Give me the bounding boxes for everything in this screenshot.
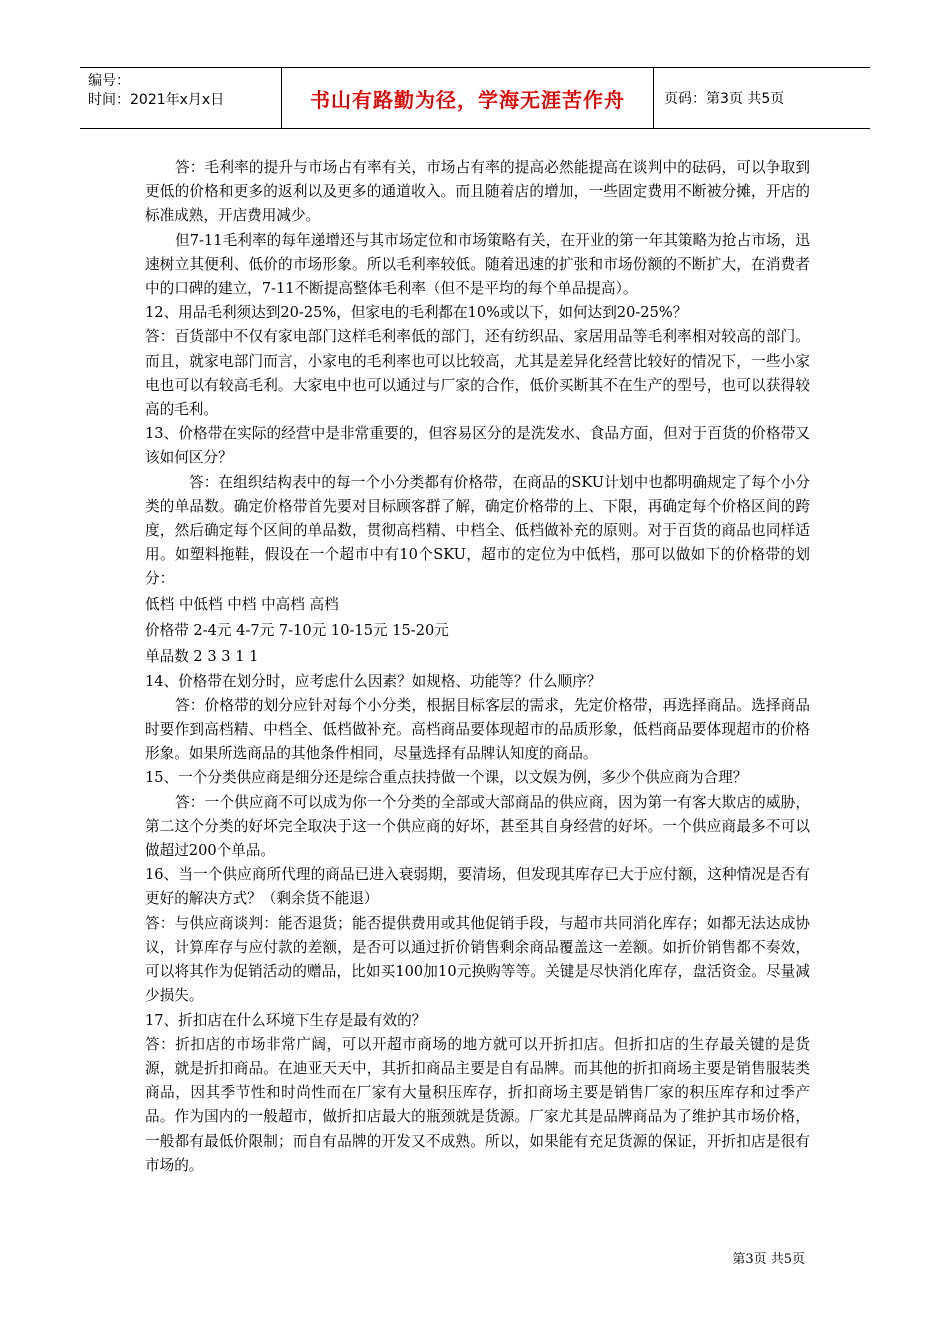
document-body [145, 156, 810, 1178]
paragraph: 答：折扣店的市场非常广阔，可以开超市商场的地方就可以开折扣店。但折扣店的生存最关键的是货源，就是折扣商品。在迪亚天天中，其折扣商品主要是自有品牌。而其他的折扣商场主要是销售服装类商品，因其季节性和时尚性而在厂家有大量积压库存，折扣商场主要是销售厂家的积压库存和过季产品。作为国内的一般超市，做折扣店最大的瓶颈就是货源。厂家尤其是品牌商品为了维护其市场价格，一般都有最低价限制；而自有品牌的开发又不成熟。所以，如果能有充足货源的保证，开折扣店是很有市场的。 [145, 1035, 810, 1174]
paragraph: 12、用品毛利须达到20-25%，但家电的毛利都在10%或以下，如何达到20-25%？ [145, 304, 688, 322]
paragraph: 低档 中低档 中档 中高档 高档 [145, 595, 339, 613]
header-motto: 书山有路勤为径，学海无涯苦作舟 [282, 68, 654, 128]
page-header [80, 67, 870, 129]
serial-label: 编号： [88, 73, 130, 89]
paragraph: 15、一个分类供应商是细分还是综合重点扶持做一个课，以文娱为例，多少个供应商为合理？ [145, 769, 748, 787]
paragraph: 答：毛利率的提升与市场占有率有关，市场占有率的提高必然能提高在谈判中的砝码，可以争取到更低的价格和更多的返利以及更多的通道收入。而且随着店的增加，一些固定费用不断被分摊，开店的标准成熟，开店费用减少。 [145, 159, 810, 225]
paragraph: 17、折扣店在什么环境下生存是最有效的？ [145, 1011, 427, 1029]
paragraph: 答：在组织结构表中的每一个小分类都有价格带，在商品的SKU计划中也都明确规定了每个小分类的单品数。确定价格带首先要对目标顾客群了解，确定价格带的上、下限，再确定每个价格区间的跨度，然后确定每个区间的单品数，贯彻高档精、中档全、低档做补充的原则。对于百货的商品也同样适用。如塑料拖鞋，假设在一个超市中有10个SKU，超市的定位为中低档，那可以做如下的价格带的划分： [145, 473, 810, 588]
paragraph: 14、价格带在划分时，应考虑什么因素？如规格、功能等？什么顺序？ [145, 672, 602, 690]
paragraph: 答：与供应商谈判：能否退货；能否提供费用或其他促销手段，与超市共同消化库存；如都无法达成协议，计算库存与应付款的差额，是否可以通过折价销售剩余商品覆盖这一差额。如折价销售都不奏效，可以将其作为促销活动的赠品，比如买100加10元换购等等。关键是尽快消化库存，盘活资金。尽量减少损失。 [145, 914, 810, 1005]
paragraph: 答：价格带的划分应针对每个小分类，根据目标客层的需求，先定价格带，再选择商品。选择商品时要作到高档精、中档全、低档做补充。高档商品要体现超市的品质形象，低档商品要体现超市的价格形象。如果所选商品的其他条件相同，尽量选择有品牌认知度的商品。 [145, 696, 810, 763]
header-info [80, 68, 282, 128]
paragraph: 单品数 2 3 3 1 1 [145, 647, 259, 665]
paragraph: 16、当一个供应商所代理的商品已进入衰弱期，要清场，但发现其库存已大于应付额，这种情况是否有更好的解决方式？（剩余货不能退） [145, 866, 810, 908]
footer-page-number: 第3页 共5页 [732, 1252, 805, 1267]
paragraph: 答：一个供应商不可以成为你一个分类的全部或大部商品的供应商，因为第一有客大欺店的威胁，第二这个分类的好坏完全取决于这一个供应商的好坏，甚至其自身经营的好坏。一个供应商最多不可以做超过200个单品。 [145, 793, 810, 860]
paragraph: 价格带 2-4元 4-7元 7-10元 10-15元 15-20元 [145, 621, 449, 639]
header-page-label: 页码：第3页 共5页 [664, 91, 785, 107]
paragraph: 13、价格带在实际的经营中是非常重要的，但容易区分的是洗发水、食品方面，但对于百货的价格带又该如何区分？ [145, 425, 810, 467]
paragraph: 答：百货部中不仅有家电部门这样毛利率低的部门，还有纺织品、家居用品等毛利率相对较高的部门。而且，就家电部门而言，小家电的毛利率也可以比较高，尤其是差异化经营比较好的情况下，一些小家电也可以有较高毛利。大家电中也可以通过与厂家的合作，低价买断其不在生产的型号，也可以获得较高的毛利。 [145, 328, 810, 419]
date-line: 时间：2021年x月x日 [88, 92, 225, 108]
paragraph: 但7-11毛利率的每年递增还与其市场定位和市场策略有关，在开业的第一年其策略为抢占市场，迅速树立其便利、低价的市场形象。所以毛利率较低。随着迅速的扩张和市场份额的不断扩大，在消费者中的口碑的建立，7-11不断提高整体毛利率（但不是平均的每个单品提高）。 [145, 231, 810, 298]
